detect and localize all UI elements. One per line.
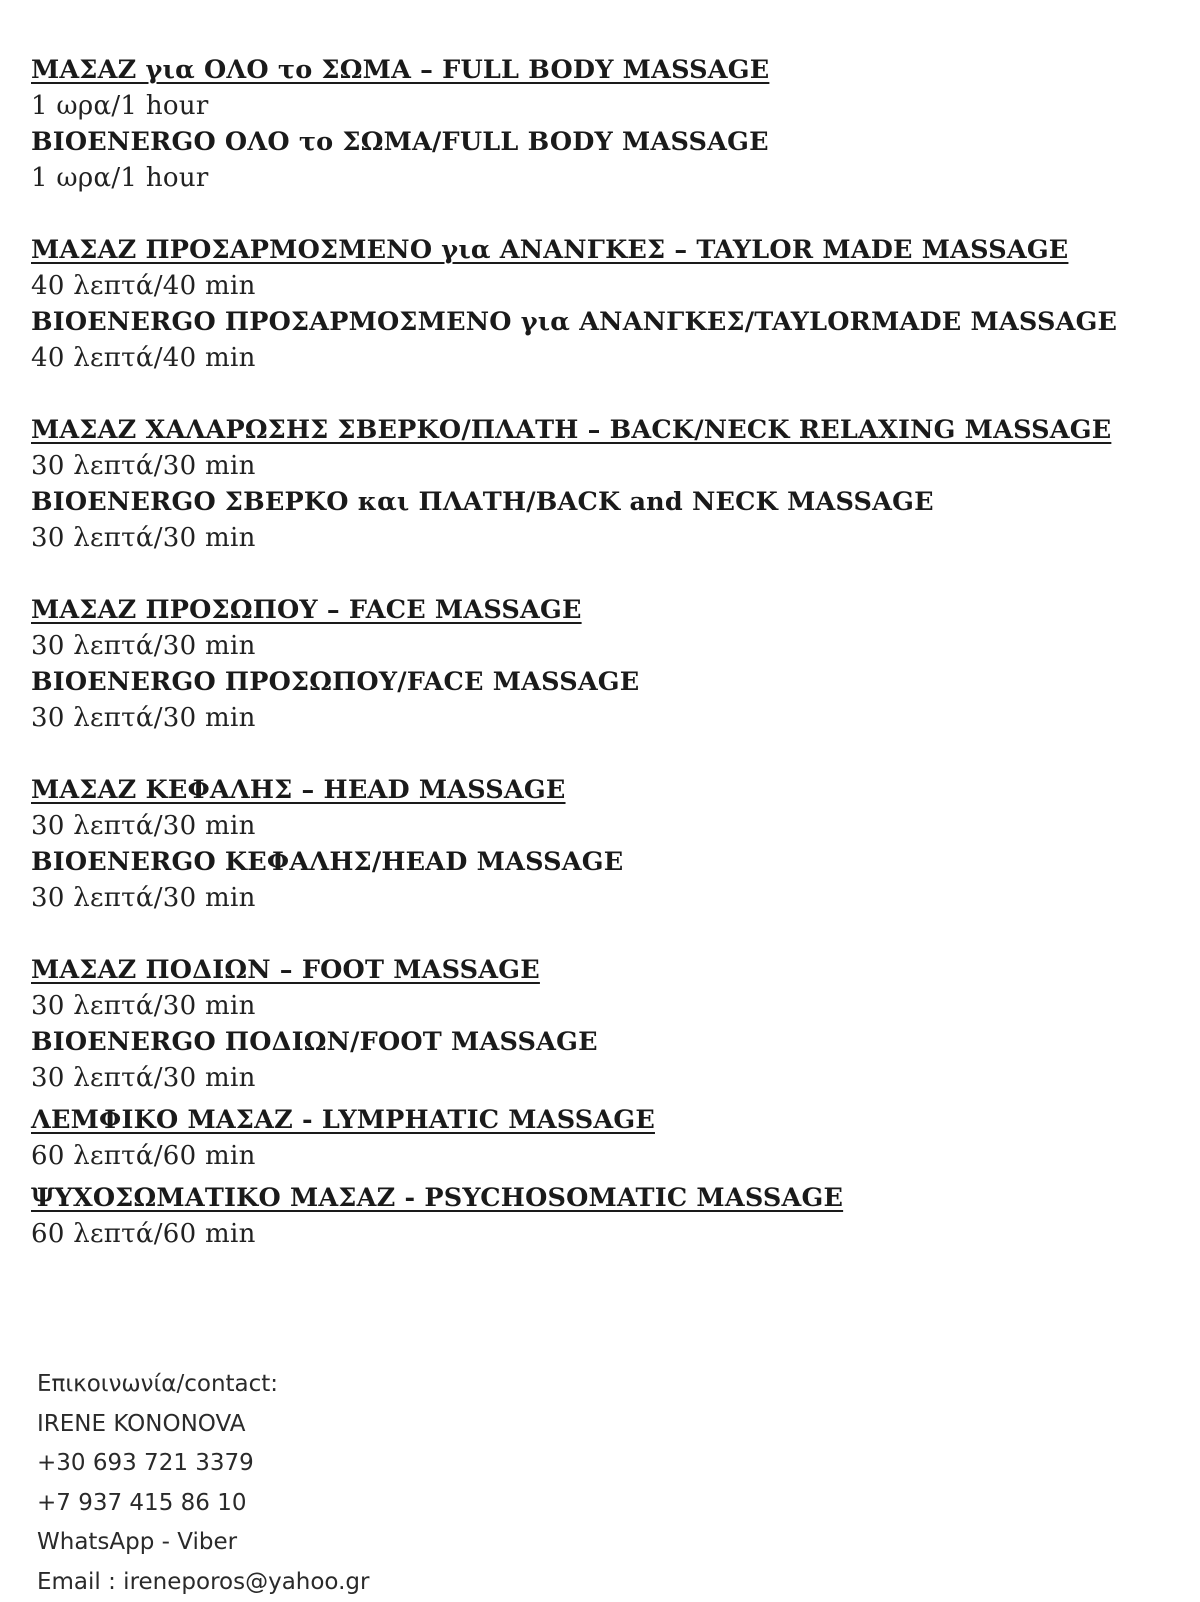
section-heading: ΜΑΣΑΖ ΚΕΦΑΛΗΣ – HEAD MASSAGE bbox=[31, 772, 1171, 808]
spacer bbox=[31, 556, 1171, 592]
duration: 60 λεπτά/60 min bbox=[31, 1216, 1171, 1252]
duration: 30 λεπτά/30 min bbox=[31, 520, 1171, 556]
massage-price-list bbox=[31, 52, 1171, 1252]
section-heading: ΜΑΣΑΖ ΧΑΛΑΡΩΣΗΣ ΣΒΕΡΚΟ/ΠΛΑΤΗ – BACK/NECK RELAXING MASSAGE bbox=[31, 412, 1171, 448]
duration: 30 λεπτά/30 min bbox=[31, 880, 1171, 916]
contact-label: Επικοινωνία/contact: bbox=[37, 1365, 369, 1405]
section-subheading: BIOENERGO ΟΛΟ το ΣΩΜΑ/FULL BODY MASSAGE bbox=[31, 124, 1171, 160]
section-subheading: BIOENERGO ΠΡΟΣΑΡΜΟΣΜΕΝΟ για ΑΝΑΝΓΚΕΣ/TAYLORMADE MASSAGE bbox=[31, 304, 1171, 340]
section-tailor-made bbox=[31, 232, 1171, 376]
section-full-body bbox=[31, 52, 1171, 196]
section-heading: ΜΑΣΑΖ ΠΟΔΙΩΝ – FOOT MASSAGE bbox=[31, 952, 1171, 988]
duration: 1 ωρα/1 hour bbox=[31, 88, 1171, 124]
duration: 40 λεπτά/40 min bbox=[31, 340, 1171, 376]
section-back-neck bbox=[31, 412, 1171, 556]
section-subheading: BIOENERGO ΠΟΔΙΩΝ/FOOT MASSAGE bbox=[31, 1024, 1171, 1060]
section-head bbox=[31, 772, 1171, 916]
section-heading: ΨΥΧΟΣΩΜΑΤΙΚΟ ΜΑΣΑΖ - PSYCHOSOMATIC MASSAGE bbox=[31, 1180, 1171, 1216]
contact-block bbox=[37, 1365, 369, 1602]
duration: 30 λεπτά/30 min bbox=[31, 448, 1171, 484]
phone-number-greece: +30 693 721 3379 bbox=[37, 1444, 369, 1484]
duration: 60 λεπτά/60 min bbox=[31, 1138, 1171, 1174]
duration: 30 λεπτά/30 min bbox=[31, 1060, 1171, 1096]
spacer bbox=[31, 916, 1171, 952]
phone-number-russia: +7 937 415 86 10 bbox=[37, 1484, 369, 1524]
spacer bbox=[31, 736, 1171, 772]
section-heading: ΛΕΜΦΙΚΟ ΜΑΣΑΖ - LYMPHATIC MASSAGE bbox=[31, 1102, 1171, 1138]
section-lymphatic bbox=[31, 1102, 1171, 1174]
spacer bbox=[31, 376, 1171, 412]
email-address: Email : ireneporos@yahoo.gr bbox=[37, 1563, 369, 1602]
duration: 1 ωρα/1 hour bbox=[31, 160, 1171, 196]
duration: 30 λεπτά/30 min bbox=[31, 808, 1171, 844]
messaging-apps: WhatsApp - Viber bbox=[37, 1523, 369, 1563]
section-subheading: BIOENERGO ΠΡΟΣΩΠΟΥ/FACE MASSAGE bbox=[31, 664, 1171, 700]
duration: 40 λεπτά/40 min bbox=[31, 268, 1171, 304]
duration: 30 λεπτά/30 min bbox=[31, 700, 1171, 736]
section-foot bbox=[31, 952, 1171, 1096]
duration: 30 λεπτά/30 min bbox=[31, 988, 1171, 1024]
section-psychosomatic bbox=[31, 1180, 1171, 1252]
section-subheading: BIOENERGO ΣΒΕΡΚΟ και ΠΛΑΤΗ/BACK and NECK MASSAGE bbox=[31, 484, 1171, 520]
section-subheading: BIOENERGO ΚΕΦΑΛΗΣ/HEAD MASSAGE bbox=[31, 844, 1171, 880]
spacer bbox=[31, 196, 1171, 232]
contact-name: IRENE KONONOVA bbox=[37, 1405, 369, 1445]
duration: 30 λεπτά/30 min bbox=[31, 628, 1171, 664]
section-face bbox=[31, 592, 1171, 736]
section-heading: ΜΑΣΑΖ για ΟΛΟ το ΣΩΜΑ – FULL BODY MASSAGE bbox=[31, 52, 1171, 88]
section-heading: ΜΑΣΑΖ ΠΡΟΣΑΡΜΟΣΜΕΝΟ για ΑΝΑΝΓΚΕΣ – TAYLOR MADE MASSAGE bbox=[31, 232, 1171, 268]
section-heading: ΜΑΣΑΖ ΠΡΟΣΩΠΟΥ – FACE MASSAGE bbox=[31, 592, 1171, 628]
